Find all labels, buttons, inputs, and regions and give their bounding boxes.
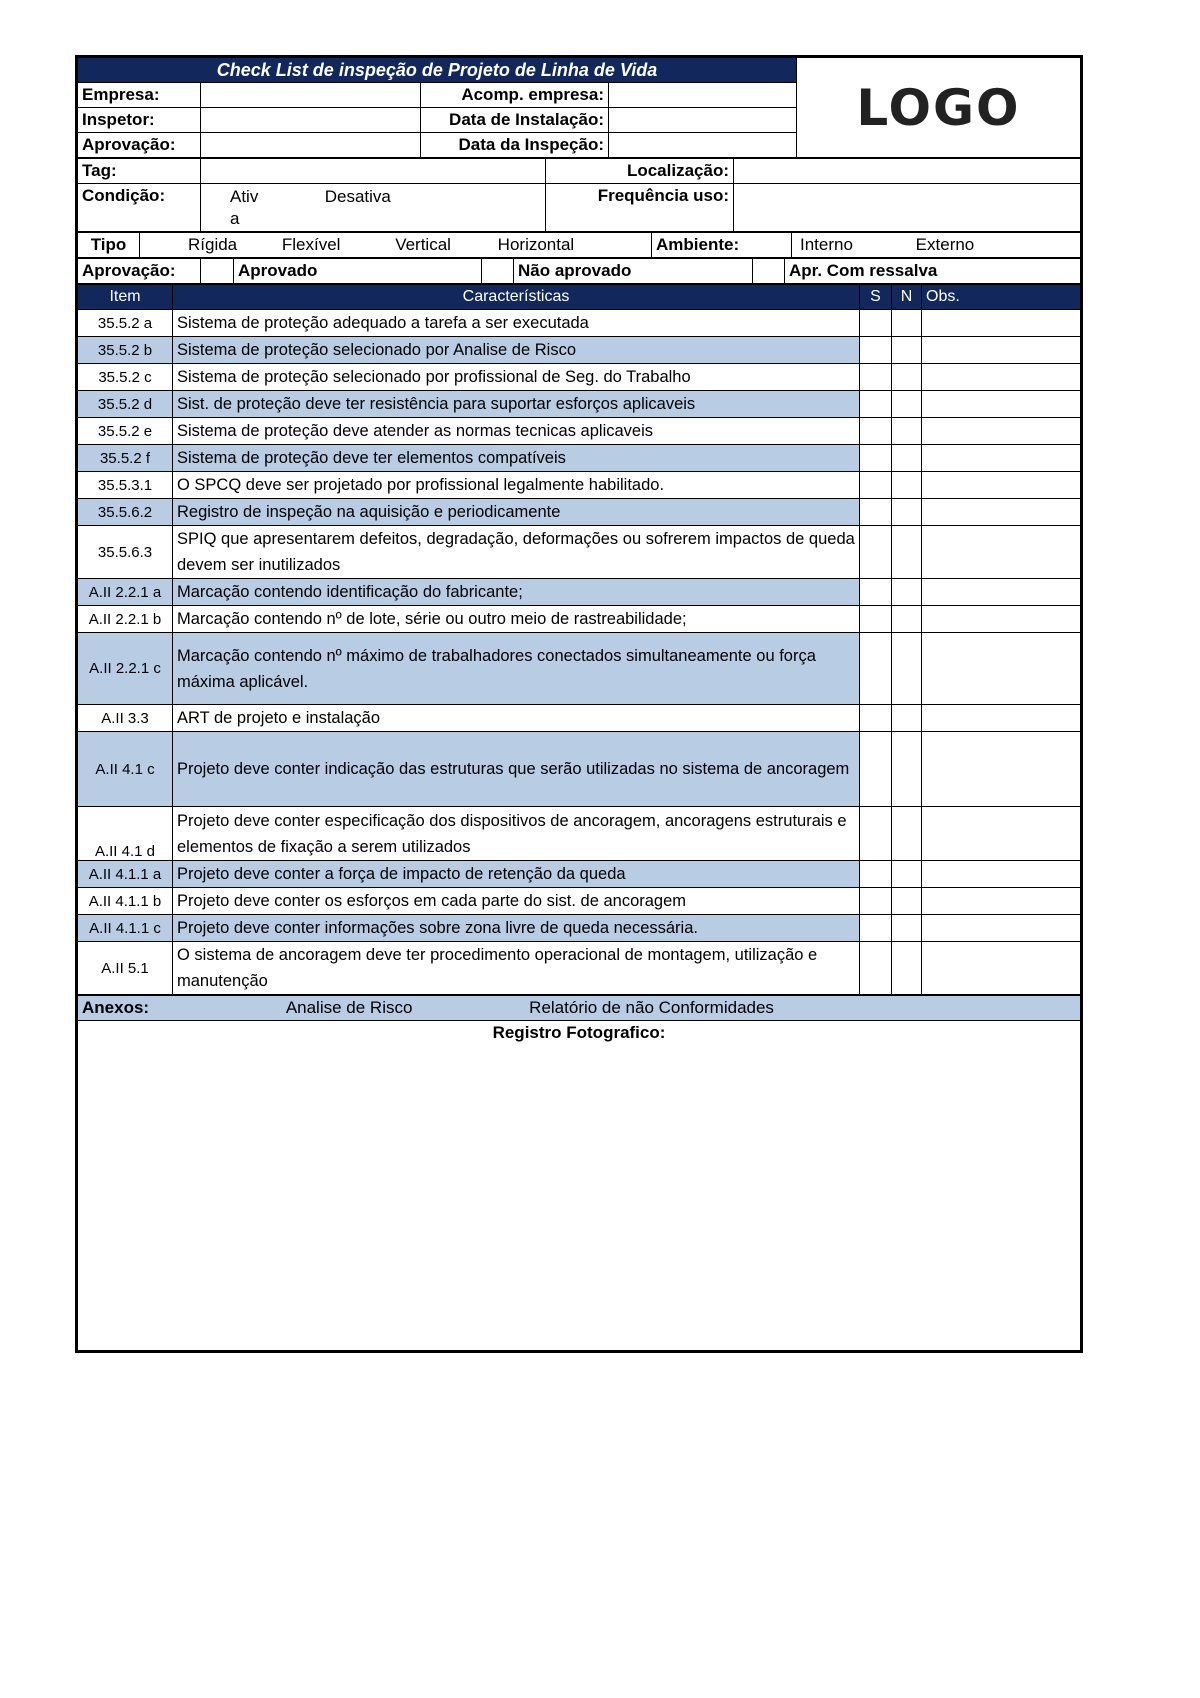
data-instalacao-label: Data de Instalação: [421,108,609,133]
col-obs-header: Obs. [922,285,1081,310]
anexo-relatorio[interactable]: Relatório de não Conformidades [529,998,774,1017]
condicao-label: Condição: [78,184,201,232]
checklist-item-description: ART de projeto e instalação [173,705,860,732]
checklist-item-code: A.II 2.2.1 a [78,579,173,606]
inspetor-field[interactable] [201,108,421,133]
tipo-horizontal[interactable]: Horizontal [497,235,575,254]
empresa-label: Empresa: [78,83,201,108]
logo [797,58,1081,158]
checklist-n-cell[interactable] [892,915,922,942]
checklist-s-cell[interactable] [860,915,892,942]
checklist-s-cell[interactable] [860,807,892,861]
checklist-n-cell[interactable] [892,364,922,391]
tipo-vertical[interactable]: Vertical [395,235,451,254]
aprovacao-label: Aprovação: [78,133,201,158]
table-row [78,579,1081,606]
frequencia-label: Frequência uso: [546,184,734,232]
checklist-item-code: 35.5.6.3 [78,526,173,579]
table-row [78,861,1081,888]
checklist-n-cell[interactable] [892,888,922,915]
checklist-item-code: 35.5.3.1 [78,472,173,499]
checklist-item-description: Sistema de proteção selecionado por Analise de Risco [173,337,860,364]
table-row [78,418,1081,445]
checklist-item-description: Projeto deve conter informações sobre zona livre de queda necessária. [173,915,860,942]
table-row [78,337,1081,364]
checklist-s-cell[interactable] [860,337,892,364]
ambiente-options [792,233,1081,258]
localizacao-label: Localização: [546,159,734,184]
checklist-item-code: A.II 3.3 [78,705,173,732]
checklist-item-description: Sistema de proteção deve atender as normas tecnicas aplicaveis [173,418,860,445]
table-row [78,606,1081,633]
checklist-item-description: O SPCQ deve ser projetado por profissional legalmente habilitado. [173,472,860,499]
checklist-item-description: Projeto deve conter especificação dos dispositivos de ancoragem, ancoragens estruturais e elementos de fixação a serem utilizados [173,807,860,861]
ambiente-externo[interactable]: Externo [915,235,975,254]
checklist-n-cell[interactable] [892,391,922,418]
tipo-label: Tipo [78,233,140,258]
checklist-n-cell[interactable] [892,732,922,807]
registro-fotografico-label: Registro Fotografico: [492,1023,666,1042]
checklist-s-cell[interactable] [860,445,892,472]
form-title: Check List de inspeção de Projeto de Linha de Vida [78,58,797,83]
tag-label: Tag: [78,159,201,184]
checklist-obs-cell[interactable] [922,526,1081,579]
checklist-obs-cell[interactable] [922,445,1081,472]
checklist-n-cell[interactable] [892,579,922,606]
col-item-header: Item [78,285,173,310]
acomp-label: Acomp. empresa: [421,83,609,108]
checklist-item-code: A.II 4.1.1 a [78,861,173,888]
table-row [78,705,1081,732]
table-row [78,633,1081,705]
table-row [78,445,1081,472]
checklist-item-description: O sistema de ancoragem deve ter procedimento operacional de montagem, utilização e manutenção [173,942,860,995]
checklist-s-cell[interactable] [860,606,892,633]
table-row [78,732,1081,807]
anexo-analise-risco[interactable]: Analise de Risco [285,998,413,1017]
checklist-item-code: 35.5.2 e [78,418,173,445]
checklist-item-code: A.II 4.1 d [78,807,173,861]
checklist-item-description: Marcação contendo nº máximo de trabalhadores conectados simultaneamente ou força máxima aplicável. [173,633,860,705]
checklist-obs-cell[interactable] [922,472,1081,499]
checklist-n-cell[interactable] [892,633,922,705]
ambiente-label: Ambiente: [652,233,792,258]
checklist-item-description: SPIQ que apresentarem defeitos, degradação, deformações ou sofrerem impactos de queda devem ser inutilizados [173,526,860,579]
table-row [78,807,1081,861]
aprovado-label: Aprovado [234,259,482,284]
checklist-item-description: Registro de inspeção na aquisição e periodicamente [173,499,860,526]
aprovacao-table [77,258,1081,284]
checklist-n-cell[interactable] [892,310,922,337]
checklist-obs-cell[interactable] [922,310,1081,337]
checklist-s-cell[interactable] [860,526,892,579]
checklist-s-cell[interactable] [860,633,892,705]
checklist-item-code: A.II 4.1.1 c [78,915,173,942]
checklist-item-code: 35.5.2 d [78,391,173,418]
table-row [78,915,1081,942]
checklist-s-cell[interactable] [860,888,892,915]
checklist-n-cell[interactable] [892,445,922,472]
checklist-obs-cell[interactable] [922,732,1081,807]
data-inspecao-field[interactable] [609,133,797,158]
checklist-item-code: A.II 2.2.1 c [78,633,173,705]
inspetor-label: Inspetor: [78,108,201,133]
logo-text: LOGO [856,78,1021,137]
checklist-item-code: 35.5.2 a [78,310,173,337]
checklist-n-cell[interactable] [892,499,922,526]
registro-fotografico-area[interactable] [78,1021,1081,1351]
checklist-s-cell[interactable] [860,579,892,606]
checklist-s-cell[interactable] [860,472,892,499]
checklist-item-code: A.II 4.1.1 b [78,888,173,915]
nao-aprovado-checkbox[interactable] [482,259,514,284]
col-s-header: S [860,285,892,310]
empresa-field[interactable] [201,83,421,108]
aprovacao-field[interactable] [201,133,421,158]
checklist-obs-cell[interactable] [922,418,1081,445]
checklist-n-cell[interactable] [892,526,922,579]
checklist-n-cell[interactable] [892,942,922,995]
checklist-s-cell[interactable] [860,942,892,995]
col-caracteristicas-header: Características [173,285,860,310]
checklist-n-cell[interactable] [892,861,922,888]
checklist-item-code: 35.5.2 b [78,337,173,364]
checklist-s-cell[interactable] [860,705,892,732]
table-row [78,310,1081,337]
checklist-obs-cell[interactable] [922,499,1081,526]
table-row [78,364,1081,391]
checklist-s-cell[interactable] [860,310,892,337]
checklist-item-code: 35.5.2 c [78,364,173,391]
checklist-s-cell[interactable] [860,732,892,807]
nao-aprovado-label: Não aprovado [514,259,753,284]
checklist-s-cell[interactable] [860,499,892,526]
tipo-flexivel[interactable]: Flexível [281,235,341,254]
ambiente-interno[interactable]: Interno [800,235,853,254]
condicao-options [201,184,546,232]
checklist-item-description: Marcação contendo identificação do fabricante; [173,579,860,606]
condicao-desativa[interactable]: Desativa [324,187,391,206]
table-row [78,526,1081,579]
checklist-s-cell[interactable] [860,391,892,418]
checklist-obs-cell[interactable] [922,861,1081,888]
table-row [78,942,1081,995]
location-table [77,158,1081,232]
checklist-obs-cell[interactable] [922,807,1081,861]
checklist-item-code: A.II 2.2.1 b [78,606,173,633]
checklist-obs-cell[interactable] [922,391,1081,418]
col-n-header: N [892,285,922,310]
checklist-n-cell[interactable] [892,418,922,445]
header-table [77,57,1081,158]
checklist-s-cell[interactable] [860,861,892,888]
table-row [78,888,1081,915]
tipo-table [77,232,1081,258]
inspection-sheet [75,55,1083,1353]
checklist-obs-cell[interactable] [922,705,1081,732]
checklist-item-description: Projeto deve conter a força de impacto de retenção da queda [173,861,860,888]
checklist-item-description: Sistema de proteção selecionado por profissional de Seg. do Trabalho [173,364,860,391]
checklist-item-code: A.II 4.1 c [78,732,173,807]
checklist-table [77,284,1081,995]
checklist-s-cell[interactable] [860,418,892,445]
table-row [78,499,1081,526]
frequencia-field[interactable] [734,184,1081,232]
checklist-n-cell[interactable] [892,606,922,633]
checklist-obs-cell[interactable] [922,915,1081,942]
checklist-n-cell[interactable] [892,705,922,732]
checklist-item-description: Projeto deve conter os esforços em cada parte do sist. de ancoragem [173,888,860,915]
checklist-obs-cell[interactable] [922,606,1081,633]
checklist-item-code: 35.5.2 f [78,445,173,472]
footer-table [77,995,1081,1351]
checklist-item-description: Sistema de proteção adequado a tarefa a ser executada [173,310,860,337]
tipo-rigida[interactable]: Rígida [188,235,238,254]
table-row [78,391,1081,418]
data-instalacao-field[interactable] [609,108,797,133]
checklist-obs-cell[interactable] [922,888,1081,915]
anexos-label: Anexos: [82,998,150,1017]
checklist-obs-cell[interactable] [922,633,1081,705]
ressalva-checkbox[interactable] [753,259,785,284]
checklist-obs-cell[interactable] [922,337,1081,364]
localizacao-field[interactable] [734,159,1081,184]
checklist-obs-cell[interactable] [922,942,1081,995]
table-row [78,472,1081,499]
checklist-s-cell[interactable] [860,364,892,391]
checklist-item-description: Sist. de proteção deve ter resistência para suportar esforços aplicaveis [173,391,860,418]
checklist-n-cell[interactable] [892,337,922,364]
checklist-item-code: A.II 5.1 [78,942,173,995]
anexos-row [78,996,1081,1021]
checklist-item-description: Sistema de proteção deve ter elementos compatíveis [173,445,860,472]
condicao-ativa[interactable]: Ativ a [230,187,259,228]
acomp-field[interactable] [609,83,797,108]
checklist-item-code: 35.5.6.2 [78,499,173,526]
checklist-n-cell[interactable] [892,807,922,861]
tag-field[interactable] [201,159,546,184]
checklist-item-description: Projeto deve conter indicação das estruturas que serão utilizadas no sistema de ancoragem [173,732,860,807]
checklist-obs-cell[interactable] [922,364,1081,391]
checklist-item-description: Marcação contendo nº de lote, série ou outro meio de rastreabilidade; [173,606,860,633]
aprovacao2-label: Aprovação: [78,259,201,284]
tipo-options [140,233,652,258]
aprovado-checkbox[interactable] [201,259,234,284]
data-inspecao-label: Data da Inspeção: [421,133,609,158]
checklist-n-cell[interactable] [892,472,922,499]
checklist-obs-cell[interactable] [922,579,1081,606]
ressalva-label: Apr. Com ressalva [785,259,1081,284]
